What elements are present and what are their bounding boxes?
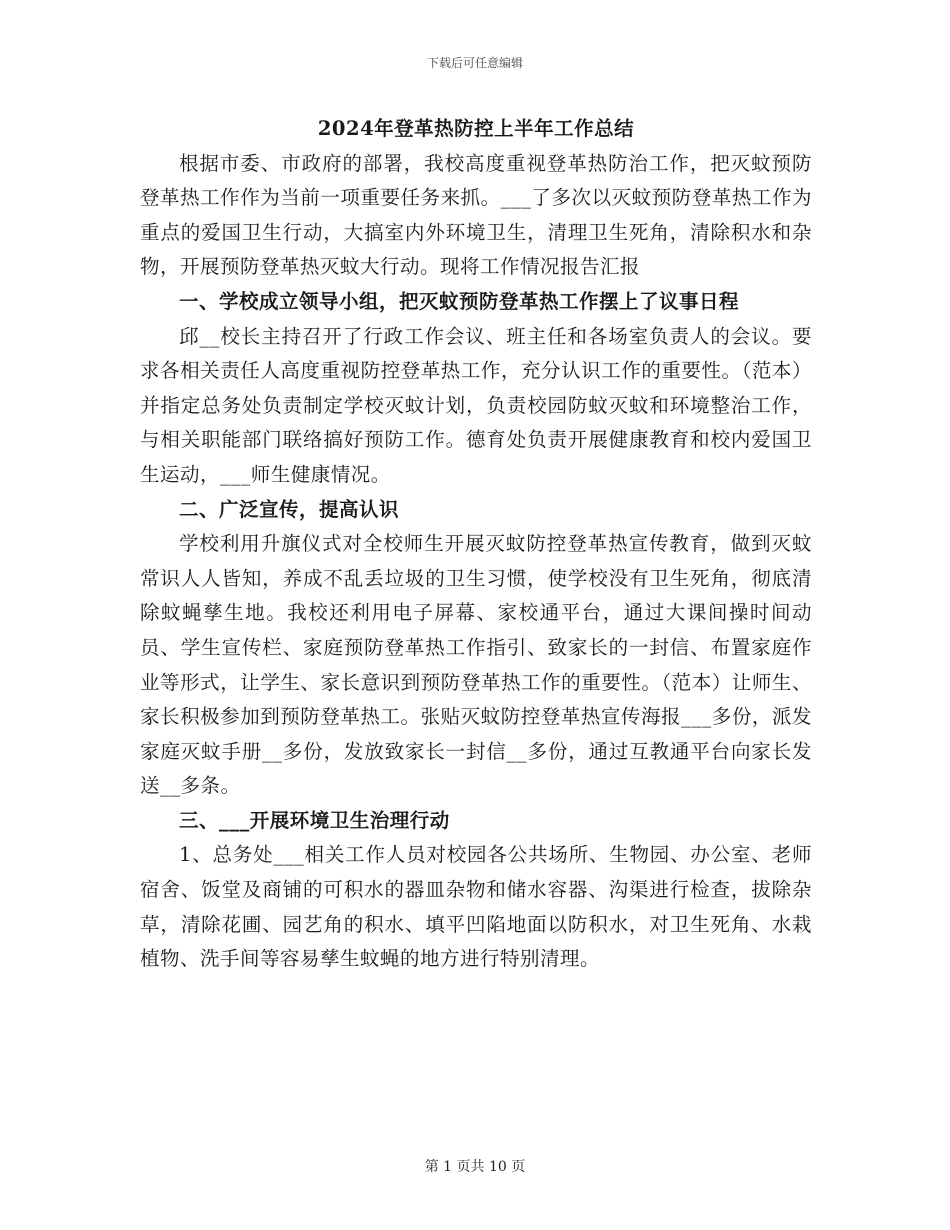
intro-paragraph: 根据市委、市政府的部署，我校高度重视登革热防治工作，把灭蚊预防登革热工作作为当前一项重要任务来抓。___了多次以灭蚊预防登革热工作为重点的爱国卫生行动，大搞室内外环境卫生，清理卫生死角，清除积水和杂物，开展预防登革热灭蚊大行动。现将工作情况报告汇报: [140, 151, 812, 279]
section-3-heading: 三、___开展环境卫生治理行动: [179, 808, 450, 832]
section-2-body: 学校利用升旗仪式对全校师生开展灭蚊防控登革热宣传教育，做到灭蚊常识人人皆知，养成不乱丢垃圾的卫生习惯，使学校没有卫生死角，彻底清除蚊蝇孳生地。我校还利用电子屏幕、家校通平台，通过大课间操时间动员、学生宣传栏、家庭预防登革热工作指引、致家长的一封信、布置家庭作业等形式，让学生、家长意识到预防登革热工作的重要性。（范本）让师生、家长积极参加到预防登革热工。张贴灭蚊防控登革热宣传海报___多份，派发家庭灭蚊手册__多份，发放致家长一封信__多份，通过互教通平台向家长发送__多条。: [140, 532, 812, 798]
document-content: [140, 112, 812, 977]
page-footer: 第 1 页共 10 页: [424, 1159, 526, 1175]
section-2-heading: 二、广泛宣传，提高认识: [179, 497, 400, 521]
document-title: 2024年登革热防控上半年工作总结: [317, 117, 635, 140]
section-3-body: 1、总务处___相关工作人员对校园各公共场所、生物园、办公室、老师宿舍、饭堂及商铺的可积水的器皿杂物和储水容器、沟渠进行检查，拔除杂草，清除花圃、园艺角的积水、填平凹陷地面以防积水，对卫生死角、水栽植物、洗手间等容易孳生蚊蝇的地方进行特别清理。: [140, 843, 812, 971]
header-note: 下载后可任意编辑: [426, 56, 523, 70]
section-1-body: 邱__校长主持召开了行政工作会议、班主任和各场室负责人的会议。要求各相关责任人高度重视防控登革热工作，充分认识工作的重要性。（范本）并指定总务处负责制定学校灭蚊计划，负责校园防蚊灭蚊和环境整治工作，与相关职能部门联络搞好预防工作。德育处负责开展健康教育和校内爱国卫生运动，___师生健康情况。: [140, 324, 812, 486]
section-1-heading: 一、学校成立领导小组，把灭蚊预防登革热工作摆上了议事日程: [179, 289, 740, 313]
